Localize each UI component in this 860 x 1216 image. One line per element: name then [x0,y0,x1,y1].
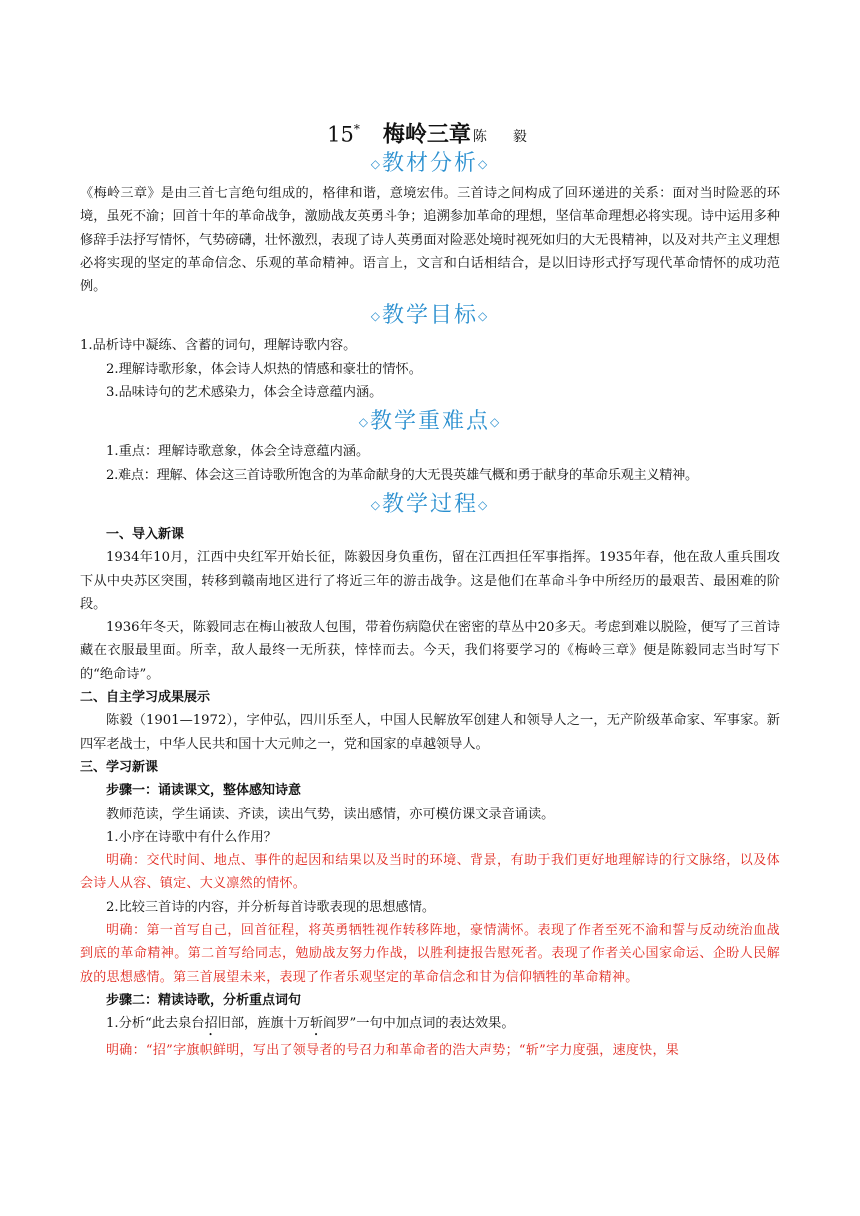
emphasized-word: 招 [204,1016,218,1032]
goal-item: 3.品味诗句的艺术感染力，体会全诗意蕴内涵。 [106,385,383,401]
lesson-number: 15 [327,122,354,147]
part3-heading: 三、学习新课 [80,759,159,775]
diamond-icon: ◇ [478,157,490,171]
answer-2: 明确：第一首写自己，回首征程，将英勇牺牲视作转移阵地，豪情满怀。表现了作者至死不渝和誓与反动统治血战到底的革命精神。第二首写给同志，勉励战友努力作战，以胜利捷报告慰死者。表现了作者关心国家命运、企盼人民解放的思想感情。第三首展望未来，表现了作者乐观坚定的革命信念和甘为信仰牺牲的革命精神。 [80,923,780,985]
section-heading-process: ◇教学过程◇ [370,491,490,517]
section-heading-analysis: ◇教材分析◇ [370,151,490,176]
section-heading-goals: ◇教学目标◇ [370,303,490,329]
diamond-icon: ◇ [370,497,382,512]
analysis-paragraph: 《梅岭三章》是由三首七言绝句组成的，格律和谐，意境宏伟。三首诗之间构成了回环递进的关系：面对当时险恶的环境，虽死不渝；回首十年的革命战争，激励战友英勇斗争；追溯参加革命的理想，坚信革命理想必将实现。诗中运用多种修辞手法抒写情怀，气势磅礴，壮怀激烈，表现了诗人英勇面对险恶处境时视死如归的大无畏精神，以及对共产主义理想必将实现的坚定的革命信念、乐观的革命精神。语言上，文言和白话相结合，是以旧诗形式抒写现代革命情怀的成功范例。 [80,186,780,295]
question-3: 1.分析“此去泉台招旧部，旌旗十万斩阎罗”一句中加点词的表达效果。 [106,1016,515,1032]
keypoint-item: 1.重点：理解诗歌意象，体会全诗意蕴内涵。 [106,444,370,460]
keypoint-item: 2.难点：理解、体会这三首诗歌所饱含的为革命献身的大无畏英雄气概和勇于献身的革命乐观主义精神。 [106,467,698,483]
goal-item: 2.理解诗歌形象，体会诗人炽热的情感和豪壮的情怀。 [106,361,422,377]
step1-heading: 步骤一：诵读课文，整体感知诗意 [106,783,302,799]
part1-paragraph: 1934年10月，江西中央红军开始长征，陈毅因身负重伤，留在江西担任军事指挥。1935年春，他在敌人重兵围攻下从中央苏区突围，转移到赣南地区进行了将近三年的游击战争。这是他们在革命斗争中所经历的最艰苦、最困难的阶段。 [80,550,780,612]
lesson-title [80,112,780,146]
document-page [80,112,780,1063]
answer-3: 明确：“招”字旗帜鲜明，写出了领导者的号召力和革命者的浩大声势；“斩”字力度强，速度快，果 [106,1043,680,1059]
answer-1: 明确：交代时间、地点、事件的起因和结果以及当时的环境、背景，有助于我们更好地理解诗的行文脉络，以及体会诗人从容、镇定、大义凛然的情怀。 [80,853,780,892]
section-heading-keypoints: ◇教学重难点◇ [358,409,502,435]
part1-paragraph: 1936年冬天，陈毅同志在梅山被敌人包围，带着伤病隐伏在密密的草丛中20多天。考虑到难以脱险，便写了三首诗藏在衣服最里面。所幸，敌人最终一无所获，悻悻而去。今天，我们将要学习的《梅岭三章》便是陈毅同志当时写下的“绝命诗”。 [80,620,780,682]
goal-item: 1.品析诗中凝练、含蓄的词句，理解诗歌内容。 [80,338,357,354]
part2-heading: 二、自主学习成果展示 [80,690,211,706]
diamond-icon: ◇ [358,415,370,430]
part2-paragraph: 陈毅（1901—1972），字仲弘，四川乐至人，中国人民解放军创建人和领导人之一，无产阶级革命家、军事家。新四军老战士，中华人民共和国十大元帅之一，党和国家的卓越领导人。 [80,713,780,752]
question-1: 1.小序在诗歌中有什么作用？ [106,829,277,845]
step2-heading: 步骤二：精读诗歌，分析重点词句 [106,992,302,1008]
question-2: 2.比较三首诗的内容，并分析每首诗歌表现的思想感情。 [106,899,436,915]
emphasized-word: 斩 [309,1016,324,1032]
lesson-star-mark: * [353,122,360,136]
diamond-icon: ◇ [370,157,382,171]
diamond-icon: ◇ [478,309,490,324]
step1-paragraph: 教师范读，学生诵读、齐读，读出气势，读出感情，亦可模仿课文录音诵读。 [106,806,555,822]
diamond-icon: ◇ [370,309,382,324]
part1-heading: 一、导入新课 [106,526,185,542]
diamond-icon: ◇ [490,415,502,430]
lesson-author: 陈 毅 [472,129,533,146]
lesson-name: 梅岭三章 [382,121,471,148]
diamond-icon: ◇ [478,497,490,512]
